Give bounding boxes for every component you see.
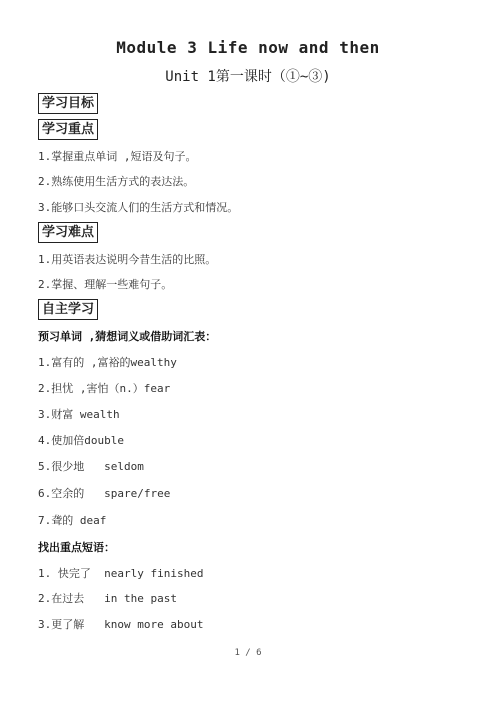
vocab-item: 6.空余的 spare/free [38, 487, 171, 500]
key-point-item: 1.掌握重点单词 ,短语及句子。 [38, 150, 197, 163]
vocab-item: 7.聋的 deaf [38, 514, 107, 527]
difficulty-item: 2.掌握、理解一些难句子。 [38, 278, 173, 291]
phrase-item: 3.更了解 know more about [38, 618, 204, 631]
key-point-item: 3.能够口头交流人们的生活方式和情况。 [38, 201, 239, 214]
vocab-item: 1.富有的 ,富裕的wealthy [38, 356, 177, 369]
vocab-item: 4.使加倍double [38, 434, 124, 447]
section-heading-self-study: 自主学习 [38, 299, 98, 320]
section-heading-key-points: 学习重点 [38, 119, 98, 140]
vocab-instruction: 预习单词 ,猜想词义或借助词汇表： [38, 330, 217, 343]
section-heading-difficulties: 学习难点 [38, 222, 98, 243]
phrases-instruction: 找出重点短语： [38, 541, 115, 554]
document-title: Module 3 Life now and then [116, 38, 380, 57]
page-number: 1 / 6 [234, 648, 262, 658]
section-heading-objectives: 学习目标 [38, 93, 98, 114]
phrase-item: 2.在过去 in the past [38, 592, 177, 605]
phrase-item: 1. 快完了 nearly finished [38, 567, 204, 580]
vocab-item: 3.财富 wealth [38, 408, 120, 421]
difficulty-item: 1.用英语表达说明今昔生活的比照。 [38, 253, 217, 266]
vocab-item: 5.很少地 seldom [38, 460, 144, 473]
document-subtitle: Unit 1第一课时（①~③) [165, 69, 331, 85]
key-point-item: 2.熟练使用生活方式的表达法。 [38, 175, 195, 188]
vocab-item: 2.担忧 ,害怕（n.）fear [38, 382, 171, 395]
